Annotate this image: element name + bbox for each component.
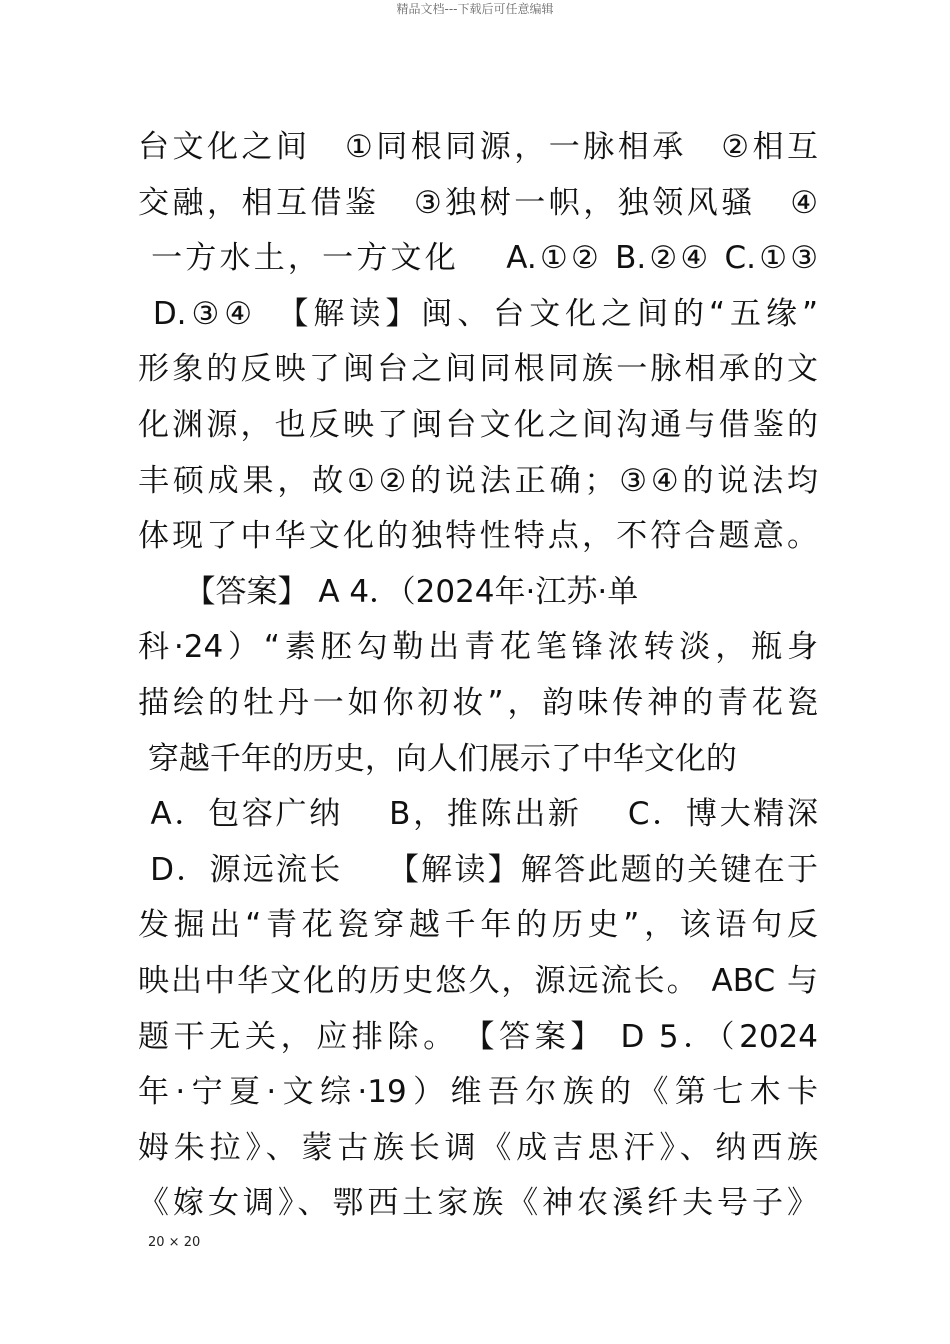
text-line: 化渊源，也反映了闽台文化之间沟通与借鉴的 xyxy=(138,406,818,443)
text-line: 姆朱拉》、蒙古族长调《成吉思汗》、纳西族 xyxy=(138,1129,818,1166)
text-line: 描绘的牡丹一如你初妆”，韵味传神的青花瓷 xyxy=(138,684,818,721)
text-line: 形象的反映了闽台之间同根同族一脉相承的文 xyxy=(138,351,818,388)
document-body xyxy=(138,120,818,1232)
text-line: 年·宁夏·文综·19）维吾尔族的《第七木卡 xyxy=(138,1074,818,1111)
text-line: 映出中华文化的历史悠久，源远流长。 ABC 与 xyxy=(138,962,818,999)
text-line: 一方水土，一方文化 A.①② B.②④ C.①③ xyxy=(138,240,818,277)
text-line: A．包容广纳 B，推陈出新 C．博大精深 xyxy=(138,796,818,833)
text-line: 穿越千年的历史，向人们展示了中华文化的 xyxy=(138,740,737,777)
text-line: 发掘出“青花瓷穿越千年的历史”，该语句反 xyxy=(138,907,818,944)
text-line: 题干无关，应排除。 【答案】 D 5．（2024 xyxy=(138,1018,818,1055)
text-line: D．源远流长 【解读】解答此题的关键在于 xyxy=(138,851,818,888)
text-line: 丰硕成果，故①②的说法正确；③④的说法均 xyxy=(138,462,818,499)
text-line: 台文化之间 ①同根同源，一脉相承 ②相互 xyxy=(138,129,818,165)
text-line: 【答案】 A 4．（2024年·江苏·单 xyxy=(138,573,639,610)
text-line: D.③④ 【解读】闽、台文化之间的“五缘” xyxy=(138,295,818,332)
text-line: 体现了中华文化的独特性特点，不符合题意。 xyxy=(138,518,818,555)
text-line: 科·24）“素胚勾勒出青花笔锋浓转淡，瓶身 xyxy=(138,629,818,666)
page-size-label: 20 × 20 xyxy=(148,1235,201,1250)
page-header: 精品文档---下载后可任意编辑 xyxy=(396,2,554,16)
text-line: 交融，相互借鉴 ③独树一帜，独领风骚 ④ xyxy=(138,184,818,221)
text-line: 《嫁女调》、鄂西土家族《神农溪纤夫号子》 xyxy=(138,1185,818,1222)
